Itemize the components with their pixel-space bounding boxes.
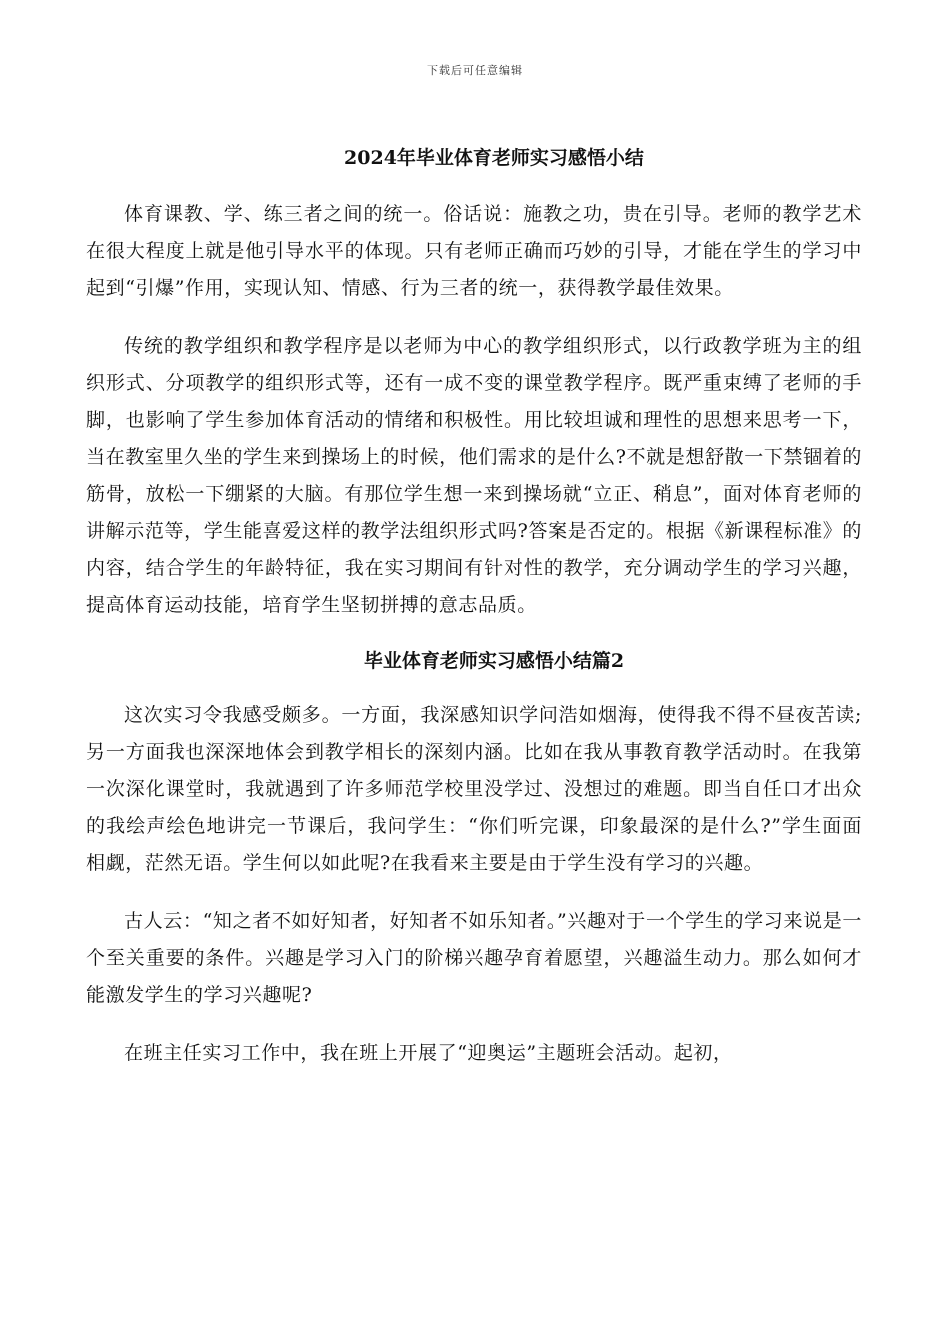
page-header-note: 下载后可任意编辑 bbox=[427, 64, 523, 77]
paragraph: 古人云：“知之者不如好知者，好知者不如乐知者。”兴趣对于一个学生的学习来说是一个至关重要的条件。兴趣是学习入门的阶梯兴趣孕育着愿望，兴趣溢生动力。那么如何才能激发学生的学习兴趣呢? bbox=[86, 910, 862, 1006]
paragraph: 体育课教、学、练三者之间的统一。俗话说：施教之功，贵在引导。老师的教学艺术在很大程度上就是他引导水平的体现。只有老师正确而巧妙的引导，才能在学生的学习中起到“引爆”作用，实现认知、情感、行为三者的统一，获得教学最佳效果。 bbox=[86, 203, 862, 299]
section-heading: 毕业体育老师实习感悟小结篇2 bbox=[363, 650, 625, 672]
paragraph: 传统的教学组织和教学程序是以老师为中心的教学组织形式，以行政教学班为主的组织形式、分项教学的组织形式等，还有一成不变的课堂教学程序。既严重束缚了老师的手脚，也影响了学生参加体育活动的情绪和积极性。用比较坦诚和理性的思想来思考一下，当在教室里久坐的学生来到操场上的时候，他们需求的是什么?不就是想舒散一下禁锢着的筋骨，放松一下绷紧的大脑。有那位学生想一来到操场就“立正、稍息”，面对体育老师的讲解示范等，学生能喜爱这样的教学法组织形式吗?答案是否定的。根据《新课程标准》的内容，结合学生的年龄特征，我在实习期间有针对性的教学，充分调动学生的学习兴趣，提高体育运动技能，培育学生坚韧拼搏的意志品质。 bbox=[86, 335, 862, 616]
paragraph: 在班主任实习工作中，我在班上开展了“迎奥运”主题班会活动。起初， bbox=[124, 1042, 733, 1064]
document-title: 2024年毕业体育老师实习感悟小结 bbox=[344, 147, 644, 169]
paragraph: 这次实习令我感受颇多。一方面，我深感知识学问浩如烟海，使得我不得不昼夜苦读;另一方面我也深深地体会到教学相长的深刻内涵。比如在我从事教育教学活动时。在我第一次深化课堂时，我就遇到了许多师范学校里没学过、没想过的难题。即当自任口才出众的我绘声绘色地讲完一节课后，我问学生：“你们听完课，印象最深的是什么?”学生面面相觑，茫然无语。学生何以如此呢?在我看来主要是由于学生没有学习的兴趣。 bbox=[86, 704, 862, 874]
document-body bbox=[86, 142, 862, 1093]
